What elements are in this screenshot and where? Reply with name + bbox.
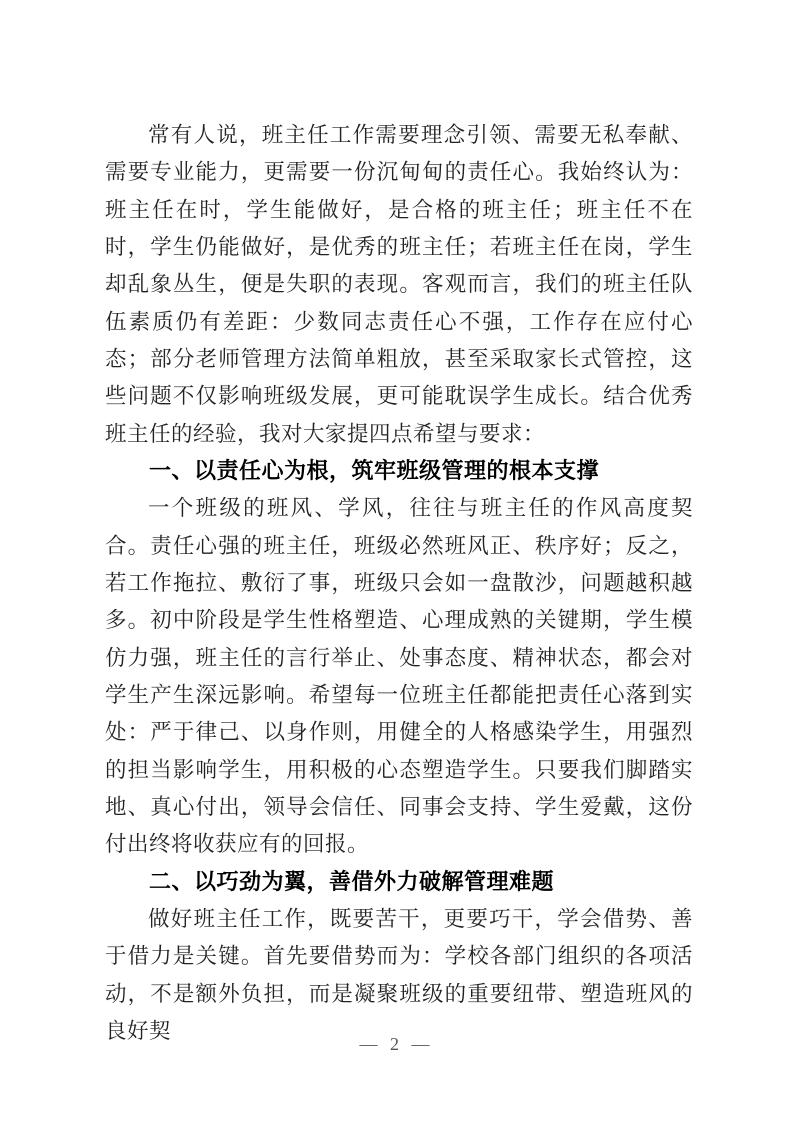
paragraph-section-1: 一个班级的班风、学风，往往与班主任的作风高度契合。责任心强的班主任，班级必然班风正、秩序好；反之，若工作拖拉、敷衍了事，班级只会如一盘散沙，问题越积越多。初中阶段是学生性格塑造、心理成熟的关键期，学生模仿力强，班主任的言行举止、处事态度、精神状态，都会对学生产生深远影响。希望每一位班主任都能把责任心落到实处：严于律己、以身作则，用健全的人格感染学生，用强烈的担当影响学生，用积极的心态塑造学生。只要我们脚踏实地、真心付出，领导会信任、同事会支持、学生爱戴，这份付出终将收获应有的回报。 [105,496,693,857]
section-heading-1: 一、以责任心为根，筑牢班级管理的根本支撑 [149,458,600,484]
document-body [105,117,693,1050]
page-number: — 2 — [359,1034,434,1054]
section-heading-2: 二、以巧劲为翼，善借外力破解管理难题 [149,869,555,895]
paragraph-intro: 常有人说，班主任工作需要理念引领、需要无私奉献、需要专业能力，更需要一份沉甸甸的责任心。我始终认为：班主任在时，学生能做好，是合格的班主任；班主任不在时，学生仍能做好，是优秀的班主任；若班主任在岗，学生却乱象丛生，便是失职的表现。客观而言，我们的班主任队伍素质仍有差距：少数同志责任心不强，工作存在应付心态；部分老师管理方法简单粗放，甚至采取家长式管控，这些问题不仅影响班级发展，更可能耽误学生成长。结合优秀班主任的经验，我对大家提四点希望与要求： [105,123,693,446]
paragraph-section-2: 做好班主任工作，既要苦干，更要巧干，学会借势、善于借力是关键。首先要借势而为：学校各部门组织的各项活动，不是额外负担，而是凝聚班级的重要纽带、塑造班风的良好契 [105,906,693,1043]
